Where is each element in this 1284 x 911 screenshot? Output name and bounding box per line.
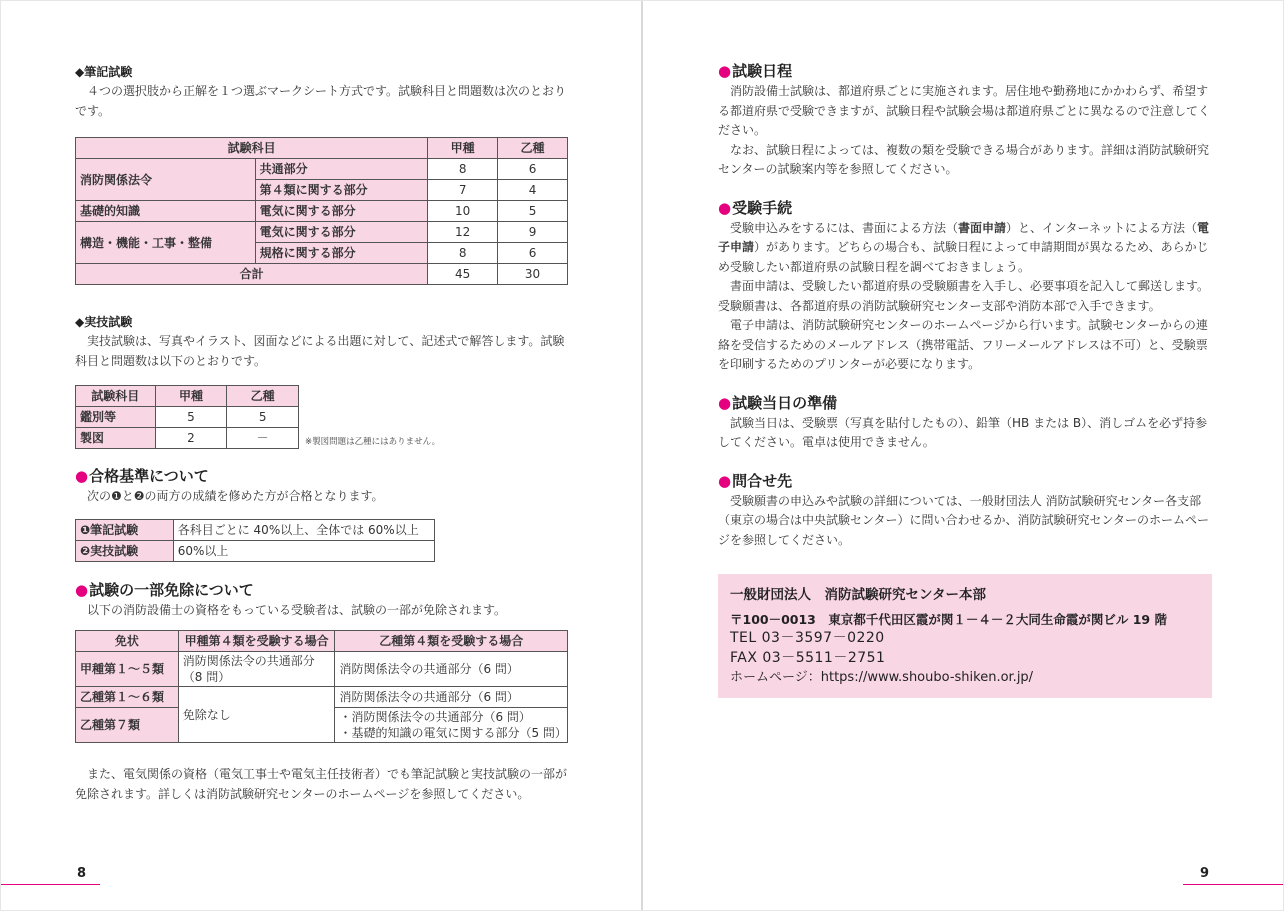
paper-application-term: 書面申請 [958, 220, 1007, 235]
practical-note: ※製図問題は乙種にはありません。 [305, 437, 441, 447]
license-cell: 甲種第１～５類 [76, 652, 179, 687]
table-header-row [76, 631, 568, 652]
procedure-paragraph-3: 電子申請は、消防試験研究センターのホームページから行います。試験センターからの連絡を受信するためのメールアドレス（携帯電話、フリーメールアドレスは不可）と、受験票を印刷するためのプリンターが必要になります。 [718, 318, 1208, 371]
kou-count: 5 [155, 407, 227, 428]
schedule-heading: ●試験日程 [718, 62, 793, 80]
exemption-line: ・基礎的知識の電気に関する部分（5 問） [339, 726, 567, 740]
header-otsu: 乙種 [498, 138, 568, 159]
kou-count: 8 [428, 159, 498, 180]
category-cell: 構造・機能・工事・整備 [76, 222, 256, 264]
table-row [76, 407, 299, 428]
practical-exam-table [75, 385, 299, 449]
page-rule [1183, 884, 1284, 885]
exemption-kou-cell: 免除なし [178, 687, 335, 743]
bullet-dot-icon: ● [718, 393, 732, 412]
schedule-paragraph-2: なお、試験日程によっては、複数の類を受験できる場合があります。詳細は消防試験研究センターの試験案内等を参照してください。 [718, 142, 1210, 176]
exemption-otsu-cell: 消防関係法令の共通部分（6 問） [335, 652, 568, 687]
otsu-count: 5 [498, 201, 568, 222]
contact-homepage-link[interactable]: ホームページ：https://www.shoubo-shiken.or.jp/ [730, 670, 1034, 685]
contact-fax: FAX 03－5511－2751 [730, 649, 886, 666]
prep-heading: ●試験当日の準備 [718, 393, 838, 412]
table-header-row [76, 138, 568, 159]
left-page [0, 0, 641, 911]
license-cell: 乙種第１～６類 [76, 687, 179, 708]
criteria-label: ❷実技試験 [76, 540, 174, 561]
license-cell: 乙種第７類 [76, 708, 179, 743]
inquiry-paragraph: 受験願書の申込みや試験の詳細については、一般財団法人 消防試験研究センター各支部（東京の場合は中央試験センター）に問い合わせるか、消防試験研究センターのホームページを参照してください。 [718, 493, 1210, 547]
bullet-dot-icon: ● [75, 467, 89, 485]
page-number: 8 [77, 866, 87, 881]
written-exam-heading: ◆筆記試験 [75, 65, 133, 79]
exemption-heading: ●試験の一部免除について [75, 580, 254, 599]
otsu-count: 9 [498, 222, 568, 243]
subcategory-cell: 第４類に関する部分 [255, 180, 428, 201]
practical-exam-intro: 実技試験は、写真やイラスト、図面などによる出題に対して、記述式で解答します。試験科目と問題数は以下のとおりです。 [75, 334, 565, 368]
electronic-application-term: 電子申請 [718, 220, 1209, 254]
header-subject: 試験科目 [76, 138, 428, 159]
exemption-otsu-cell: 消防関係法令の共通部分（6 問） [335, 687, 568, 708]
exemption-kou-cell: 消防関係法令の共通部分（8 問） [178, 652, 335, 687]
kou-count: 7 [428, 180, 498, 201]
bullet-dot-icon: ● [75, 580, 89, 599]
procedure-paragraph-1: 受験申込みをするには、書面による方法（書面申請）と、インターネットによる方法（電子申請）があります。どちらの場合も、試験日程によって申請期間が異なるため、あらかじめ受験したい都道府県の試験日程を調べておきましょう。 [718, 220, 1209, 274]
exemption-table [75, 630, 568, 743]
table-row [76, 687, 568, 708]
category-cell: 消防関係法令 [76, 159, 256, 201]
subject-cell: 鑑別等 [76, 407, 156, 428]
page-rule [0, 884, 100, 885]
header-kou: 甲種 [155, 386, 227, 407]
exemption-line: ・消防関係法令の共通部分（6 問） [339, 710, 531, 724]
total-label: 合計 [76, 264, 428, 285]
criteria-label: ❶筆記試験 [76, 519, 174, 540]
inquiry-heading: ●問合せ先 [718, 471, 793, 490]
criteria-value: 60%以上 [173, 540, 434, 561]
subcategory-cell: 電気に関する部分 [255, 222, 428, 243]
table-row [76, 652, 568, 687]
left-page-content [75, 62, 568, 804]
otsu-count: 5 [227, 407, 299, 428]
pass-criteria-intro: 次の❶と❷の両方の成績を修めた方が合格となります。 [87, 489, 384, 503]
prep-paragraph: 試験当日は、受験票（写真を貼付したもの）、鉛筆（HB または B）、消しゴムを必ず持参してください。電卓は使用できません。 [718, 415, 1208, 449]
header-license: 免状 [76, 631, 179, 652]
header-kou: 甲種 [428, 138, 498, 159]
contact-tel: TEL 03－3597－0220 [730, 630, 885, 646]
procedure-paragraph-2: 書面申請は、受験したい都道府県の受験願書を入手し、必要事項を記入して郵送します。受験願書は、各都道府県の消防試験研究センター支部や消防本部で入手できます。 [718, 279, 1210, 313]
total-otsu: 30 [498, 264, 568, 285]
procedure-heading: ●受験手続 [718, 198, 793, 217]
table-row [76, 428, 299, 449]
contact-box [718, 574, 1212, 698]
written-exam-intro: ４つの選択肢から正解を１つ選ぶマークシート方式です。試験科目と問題数は次のとおりです。 [75, 84, 567, 118]
otsu-count: 6 [498, 243, 568, 264]
exemption-intro: 以下の消防設備士の資格をもっている受験者は、試験の一部が免除されます。 [87, 602, 507, 617]
bullet-dot-icon: ● [718, 471, 732, 490]
practical-exam-heading: ◆実技試験 [75, 315, 133, 329]
practical-table-wrap [75, 385, 568, 449]
criteria-value: 各科目ごとに 40%以上、全体では 60%以上 [173, 519, 434, 540]
otsu-count: － [227, 428, 299, 449]
pass-criteria-table [75, 519, 435, 562]
subcategory-cell: 電気に関する部分 [255, 201, 428, 222]
header-subject: 試験科目 [76, 386, 156, 407]
table-total-row [76, 264, 568, 285]
table-row [76, 540, 435, 561]
table-row [76, 222, 568, 243]
kou-count: 8 [428, 243, 498, 264]
kou-count: 12 [428, 222, 498, 243]
otsu-count: 6 [498, 159, 568, 180]
kou-count: 2 [155, 428, 227, 449]
otsu-count: 4 [498, 180, 568, 201]
category-cell: 基礎的知識 [76, 201, 256, 222]
subject-cell: 製図 [76, 428, 156, 449]
bullet-dot-icon: ● [718, 198, 732, 217]
contact-org: 一般財団法人 消防試験研究センター本部 [730, 587, 986, 603]
page-number: 9 [1200, 866, 1210, 881]
total-kou: 45 [428, 264, 498, 285]
header-otsu: 乙種 [227, 386, 299, 407]
right-page-content [718, 60, 1213, 698]
table-header-row [76, 386, 299, 407]
header-otsu4: 乙種第４類を受験する場合 [335, 631, 568, 652]
exemption-otsu-cell [335, 708, 568, 743]
pass-criteria-heading: ●合格基準について [75, 467, 209, 485]
subcategory-cell: 共通部分 [255, 159, 428, 180]
contact-address: 〒100－0013 東京都千代田区霞が関１－４－２大同生命霞が関ビル 19 階 [730, 611, 1167, 627]
table-row [76, 159, 568, 180]
right-page [643, 0, 1284, 911]
bullet-dot-icon: ● [718, 62, 732, 80]
header-kou4: 甲種第４類を受験する場合 [178, 631, 335, 652]
table-row [76, 519, 435, 540]
kou-count: 10 [428, 201, 498, 222]
table-row [76, 201, 568, 222]
schedule-paragraph-1: 消防設備士試験は、都道府県ごとに実施されます。居住地や勤務地にかかわらず、希望する都道府県で受験できますが、試験日程や試験会場は都道府県ごとに異なるので注意してください。 [718, 84, 1211, 137]
written-exam-table [75, 137, 568, 285]
electrical-exemption-text: また、電気関係の資格（電気工事士や電気主任技術者）でも筆記試験と実技試験の一部が免除されます。詳しくは消防試験研究センターのホームページを参照してください。 [75, 767, 568, 801]
subcategory-cell: 規格に関する部分 [255, 243, 428, 264]
